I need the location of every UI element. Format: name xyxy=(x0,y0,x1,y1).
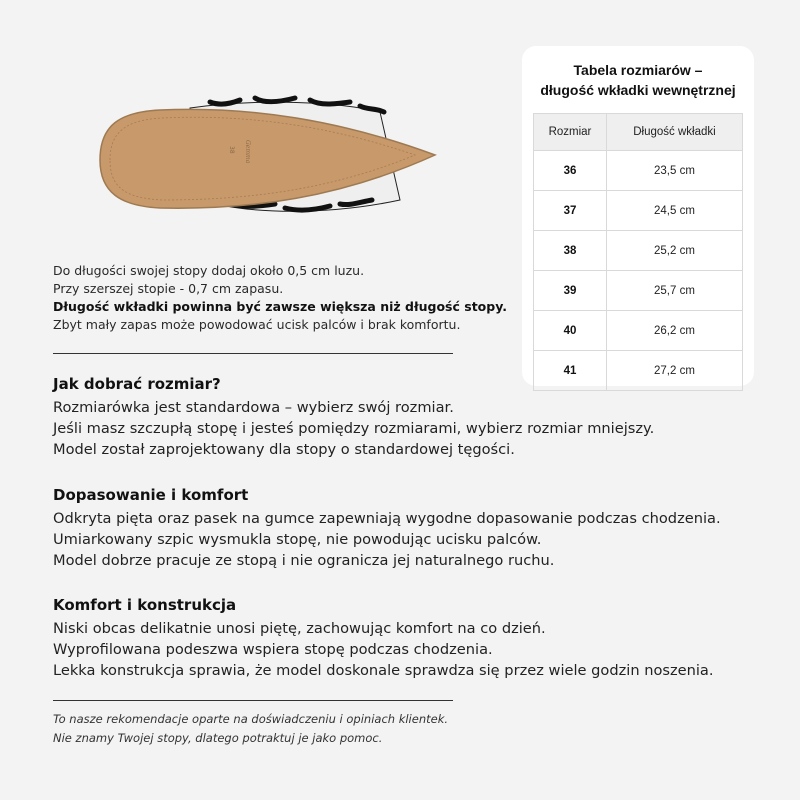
note-line: Zbyt mały zapas może powodować ucisk palców i brak komfortu. xyxy=(53,317,461,332)
size-chart-title xyxy=(522,60,754,100)
cell-size: 37 xyxy=(534,191,607,231)
cell-size: 40 xyxy=(534,311,607,351)
cell-length: 26,2 cm xyxy=(606,311,742,351)
table-row xyxy=(534,231,743,271)
cell-length: 24,5 cm xyxy=(606,191,742,231)
section-heading: Komfort i konstrukcja xyxy=(53,596,237,614)
table-row xyxy=(534,151,743,191)
section-heading: Dopasowanie i komfort xyxy=(53,486,249,504)
section-line: Niski obcas delikatnie unosi piętę, zachowując komfort na co dzień. xyxy=(53,620,546,637)
section-line: Lekka konstrukcja sprawia, że model doskonale sprawdza się przez wiele godzin noszenia. xyxy=(53,662,714,679)
table-header-row xyxy=(534,114,743,151)
size-chart-card xyxy=(522,46,754,386)
cell-length: 25,7 cm xyxy=(606,271,742,311)
table-row xyxy=(534,351,743,391)
size-chart-title-line: długość wkładki wewnętrznej xyxy=(540,82,736,98)
cell-size: 41 xyxy=(534,351,607,391)
cell-length: 27,2 cm xyxy=(606,351,742,391)
cell-size: 39 xyxy=(534,271,607,311)
divider xyxy=(53,353,453,354)
cell-length: 23,5 cm xyxy=(606,151,742,191)
section-fit-comfort xyxy=(53,484,793,571)
table-row xyxy=(534,311,743,351)
table-row xyxy=(534,191,743,231)
section-heading: Jak dobrać rozmiar? xyxy=(53,375,221,393)
divider xyxy=(53,700,453,701)
cell-size: 38 xyxy=(534,231,607,271)
footer-line: To nasze rekomendacje oparte na doświadczeniu i opiniach klientek. xyxy=(53,712,449,726)
size-table xyxy=(533,113,743,391)
section-line: Wyprofilowana podeszwa wspiera stopę podczas chodzenia. xyxy=(53,641,493,658)
header-length: Długość wkładki xyxy=(606,114,742,151)
svg-text:38: 38 xyxy=(228,146,235,154)
fit-notes xyxy=(53,262,523,334)
table-row xyxy=(534,271,743,311)
section-line: Rozmiarówka jest standardowa – wybierz swój rozmiar. xyxy=(53,399,454,416)
note-line-bold: Długość wkładki powinna być zawsze większa niż długość stopy. xyxy=(53,299,507,314)
footer-disclaimer xyxy=(53,710,448,748)
shoe-sole-image xyxy=(80,80,440,240)
svg-text:Gemma: Gemma xyxy=(244,140,251,164)
size-chart-title-line: Tabela rozmiarów – xyxy=(573,62,703,78)
cell-size: 36 xyxy=(534,151,607,191)
cell-length: 25,2 cm xyxy=(606,231,742,271)
section-line: Odkryta pięta oraz pasek na gumce zapewniają wygodne dopasowanie podczas chodzenia. xyxy=(53,510,721,527)
note-line: Do długości swojej stopy dodaj około 0,5 cm luzu. xyxy=(53,263,365,278)
section-line: Jeśli masz szczupłą stopę i jesteś pomiędzy rozmiarami, wybierz rozmiar mniejszy. xyxy=(53,420,655,437)
note-line: Przy szerszej stopie - 0,7 cm zapasu. xyxy=(53,281,284,296)
section-line: Umiarkowany szpic wysmukla stopę, nie powodując ucisku palców. xyxy=(53,531,542,548)
section-comfort-construction xyxy=(53,594,793,681)
header-size: Rozmiar xyxy=(534,114,607,151)
section-line: Model został zaprojektowany dla stopy o standardowej tęgości. xyxy=(53,441,515,458)
footer-line: Nie znamy Twojej stopy, dlatego potraktuj je jako pomoc. xyxy=(53,731,383,745)
section-line: Model dobrze pracuje ze stopą i nie ogranicza jej naturalnego ruchu. xyxy=(53,552,555,569)
